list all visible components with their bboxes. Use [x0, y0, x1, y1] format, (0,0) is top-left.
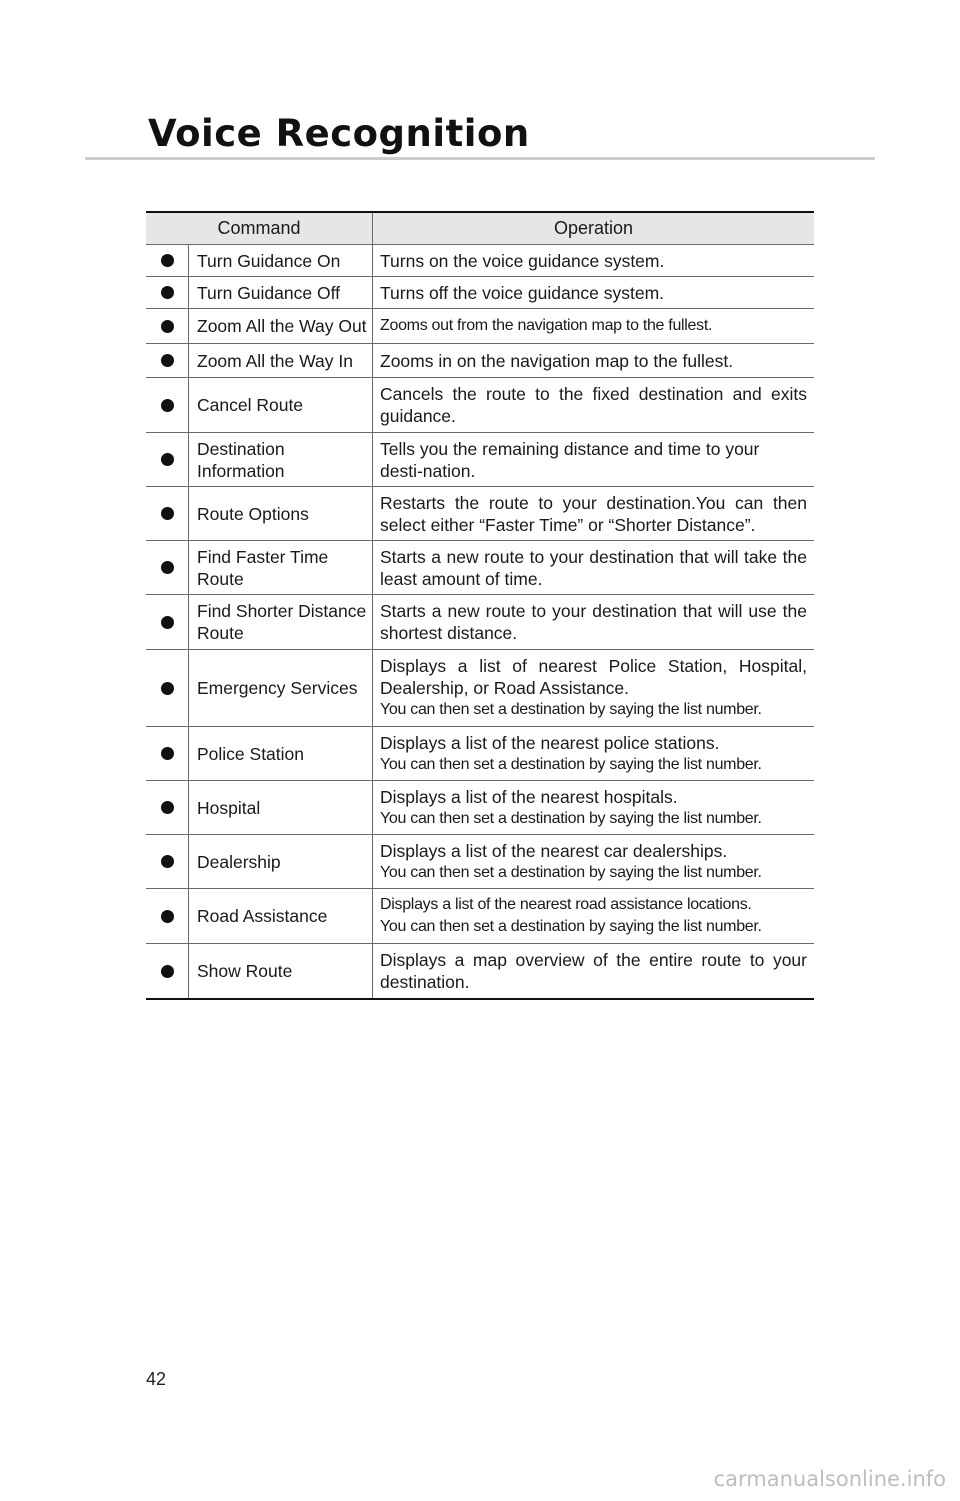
table-row: [146, 944, 814, 998]
command-cell: Find Shorter Distance Route: [189, 595, 373, 649]
bullet-icon: [146, 835, 189, 888]
operation-text: Cancels the route to the fixed destination and exits guidance.: [380, 384, 807, 426]
operation-text: Starts a new route to your destination that will use the shortest distance.: [380, 601, 807, 643]
command-cell: Emergency Services: [189, 650, 373, 726]
bullet-icon: [146, 595, 189, 649]
operation-text: Starts a new route to your destination that will take the least amount of time.: [380, 546, 807, 589]
operation-cell: [373, 835, 814, 888]
command-cell: Zoom All the Way Out: [189, 309, 373, 343]
bullet-icon: [146, 889, 189, 943]
operation-note: You can then set a destination by saying the list number.: [380, 863, 762, 881]
table-row: [146, 835, 814, 889]
operation-text: Displays a list of the nearest police stations.: [380, 732, 720, 753]
table-row: [146, 889, 814, 944]
operation-note: You can then set a destination by saying the list number.: [380, 809, 762, 827]
command-cell: Route Options: [189, 487, 373, 540]
command-cell: Hospital: [189, 781, 373, 834]
bullet-icon: [146, 277, 189, 308]
operation-cell: [373, 277, 814, 308]
command-cell: Police Station: [189, 727, 373, 780]
operation-note: You can then set a destination by saying the list number.: [380, 755, 762, 773]
operation-cell: [373, 309, 814, 343]
operation-cell: [373, 944, 814, 998]
command-cell: Zoom All the Way In: [189, 344, 373, 377]
operation-cell: [373, 487, 814, 540]
operation-cell: [373, 781, 814, 834]
bullet-icon: [146, 487, 189, 540]
operation-text: Zooms in on the navigation map to the fullest.: [380, 350, 734, 371]
operation-text: Displays a list of the nearest hospitals.: [380, 786, 678, 807]
command-cell: Show Route: [189, 944, 373, 998]
watermark: carmanualsonline.info: [713, 1467, 946, 1491]
table-header: [146, 213, 814, 245]
table-row: [146, 378, 814, 433]
bullet-icon: [146, 245, 189, 276]
operation-cell: [373, 727, 814, 780]
table-row: [146, 344, 814, 378]
operation-text: Displays a list of nearest Police Station, Hospital, Dealership, or Road Assistance.: [380, 656, 807, 698]
operation-cell: [373, 245, 814, 276]
operation-text: Displays a map overview of the entire route to your destination.: [380, 950, 807, 992]
operation-cell: [373, 650, 814, 726]
command-cell: Find Faster Time Route: [189, 541, 373, 594]
command-cell: Dealership: [189, 835, 373, 888]
command-column-header: Command: [217, 218, 301, 238]
bullet-icon: [146, 433, 189, 486]
operation-text: Displays a list of the nearest road assistance locations.: [380, 896, 752, 913]
bullet-icon: [146, 541, 189, 594]
table-row: [146, 727, 814, 781]
title-divider: [85, 157, 875, 160]
command-cell: Destination Information: [189, 433, 373, 486]
operation-text: Tells you the remaining distance and time to your desti-nation.: [380, 438, 760, 481]
bullet-icon: [146, 781, 189, 834]
operation-cell: [373, 595, 814, 649]
table-row: [146, 541, 814, 595]
table-row: [146, 781, 814, 835]
page-number: 42: [146, 1369, 167, 1389]
command-cell: Cancel Route: [189, 378, 373, 432]
table-row: [146, 245, 814, 277]
table-row: [146, 595, 814, 650]
operation-note: You can then set a destination by saying the list number.: [380, 918, 762, 935]
bullet-icon: [146, 727, 189, 780]
operation-cell: [373, 541, 814, 594]
operation-cell: [373, 433, 814, 486]
voice-command-table: [146, 211, 814, 1000]
table-row: [146, 309, 814, 344]
table-row: [146, 433, 814, 487]
operation-text: Displays a list of the nearest car dealerships.: [380, 840, 728, 861]
table-row: [146, 487, 814, 541]
operation-note: You can then set a destination by saying the list number.: [380, 701, 762, 718]
operation-text: Turns off the voice guidance system.: [380, 282, 665, 303]
command-cell: Road Assistance: [189, 889, 373, 943]
command-cell: Turn Guidance On: [189, 245, 373, 276]
operation-text: Restarts the route to your destination.You can then select either “Faster Time” or “Shorter Distance”.: [380, 492, 807, 535]
page-title: Voice Recognition: [148, 112, 530, 155]
operation-cell: [373, 889, 814, 943]
bullet-icon: [146, 309, 189, 343]
operation-column-header: Operation: [372, 213, 814, 244]
table-row: [146, 650, 814, 727]
operation-cell: [373, 378, 814, 432]
bullet-icon: [146, 650, 189, 726]
bullet-icon: [146, 944, 189, 998]
operation-cell: [373, 344, 814, 377]
operation-text: Zooms out from the navigation map to the fullest.: [380, 317, 713, 334]
table-row: [146, 277, 814, 309]
bullet-icon: [146, 344, 189, 377]
operation-text: Turns on the voice guidance system.: [380, 250, 665, 271]
command-cell: Turn Guidance Off: [189, 277, 373, 308]
bullet-icon: [146, 378, 189, 432]
